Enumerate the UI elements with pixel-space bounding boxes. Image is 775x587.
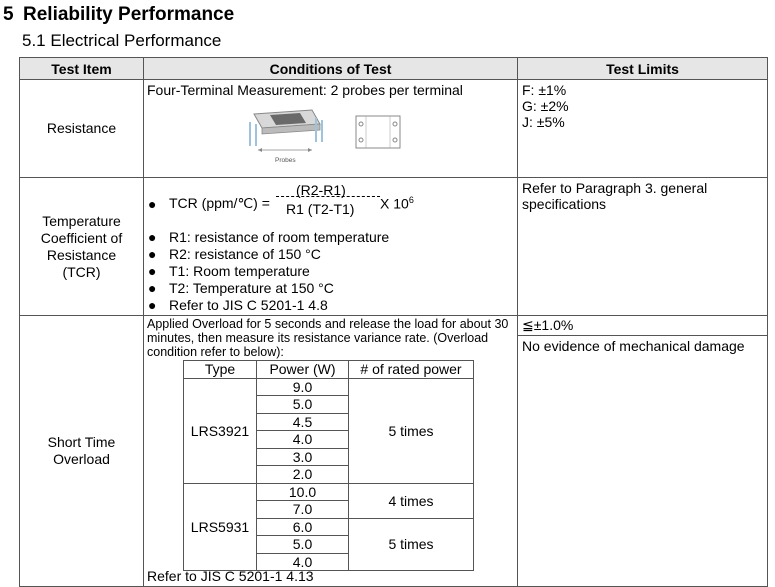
- formula-prefix: TCR (ppm/℃) =: [169, 195, 270, 211]
- overload-header-rated: # of rated power: [349, 361, 474, 379]
- rated-lrs5931-b: 5 times: [349, 518, 474, 571]
- probe-diagram: [240, 102, 420, 168]
- section-number: 5: [3, 4, 14, 25]
- tcr-row: [20, 178, 768, 316]
- tcr-bullet: ● T1: Room temperature: [148, 263, 310, 279]
- sto-reference: Refer to JIS C 5201-1 4.13: [147, 568, 314, 584]
- tcr-bullet: ● R1: resistance of room temperature: [148, 229, 390, 245]
- limit-g: G: ±2%: [522, 98, 569, 114]
- tcr-formula: ● TCR (ppm/℃) = (R2-R1) R1 (T2-T1) X $10^6$: [148, 182, 414, 217]
- tcr-item-line: Coefficient of: [40, 229, 123, 246]
- sto-item: [20, 316, 144, 587]
- header-row: [20, 58, 768, 80]
- overload-header-row: [184, 361, 474, 379]
- tcr-bullet: ● R2: resistance of 150 °C: [148, 246, 321, 262]
- resistance-row: [20, 80, 768, 178]
- power-cell: 3.0: [257, 448, 349, 466]
- tcr-limits: Refer to Paragraph 3. general specifications: [518, 178, 768, 316]
- resistance-limits: [518, 80, 768, 178]
- limit-j: J: ±5%: [522, 114, 565, 130]
- overload-header-type: Type: [184, 361, 257, 379]
- power-cell: 2.0: [257, 466, 349, 484]
- header-test-item: Test Item: [20, 58, 144, 80]
- power-cell: 4.0: [257, 431, 349, 449]
- header-test-limits: Test Limits: [518, 58, 768, 80]
- probes-label: Probes: [275, 157, 296, 164]
- resistor-top-view: [356, 116, 400, 148]
- section-title: Reliability Performance: [23, 4, 235, 25]
- reliability-table: [19, 57, 768, 587]
- sto-condition-cell: [144, 316, 518, 587]
- type-lrs3921: LRS3921: [184, 378, 257, 483]
- header-conditions: Conditions of Test: [144, 58, 518, 80]
- power-cell: 5.0: [257, 536, 349, 554]
- tcr-item-line: (TCR): [62, 263, 101, 280]
- power-cell: 4.5: [257, 413, 349, 431]
- limit-f: F: ±1%: [522, 82, 567, 98]
- sto-paragraph: Applied Overload for 5 seconds and release the load for about 30 minutes, then measure its resistance variance rate. (Overload condition refer to below):: [147, 317, 509, 359]
- resistor-3d-figure: [250, 110, 322, 152]
- sto-limit-2: No evidence of mechanical damage: [522, 338, 745, 354]
- tcr-item-line: Temperature: [42, 212, 121, 229]
- overload-header-power: Power (W): [257, 361, 349, 379]
- subsection-heading: 5.1 Electrical Performance: [22, 31, 222, 50]
- type-lrs5931: LRS5931: [184, 483, 257, 571]
- limit-divider: [518, 335, 767, 336]
- sto-limits-cell: [518, 316, 768, 587]
- tcr-condition-cell: [144, 178, 518, 316]
- power-cell: 10.0: [257, 483, 349, 501]
- rated-lrs3921: 5 times: [349, 378, 474, 483]
- tcr-bullet: ● Refer to JIS C 5201-1 4.8: [148, 297, 328, 313]
- formula-exponent: 6: [408, 195, 414, 205]
- sto-row: [20, 316, 768, 587]
- overload-table: [183, 360, 474, 571]
- table-row: [184, 483, 474, 501]
- tcr-bullet: ● T2: Temperature at 150 °C: [148, 280, 334, 296]
- power-cell: 9.0: [257, 378, 349, 396]
- power-cell: 7.0: [257, 501, 349, 519]
- power-cell: 6.0: [257, 518, 349, 536]
- rated-lrs5931-a: 4 times: [349, 483, 474, 518]
- formula-numerator: (R2-R1): [296, 182, 346, 198]
- formula-denominator: R1 (T2-T1): [286, 201, 355, 217]
- resistance-item: Resistance: [20, 80, 144, 178]
- sto-limit-1: ≦±1.0%: [522, 317, 574, 333]
- table-row: [184, 378, 474, 396]
- formula-fraction-bar: [276, 196, 380, 197]
- resistance-condition-text: Four-Terminal Measurement: 2 probes per terminal: [147, 82, 463, 98]
- power-cell: 5.0: [257, 396, 349, 414]
- section-heading: [3, 4, 234, 26]
- tcr-item-line: Resistance: [46, 246, 117, 263]
- formula-suffix: X $10^6$: [380, 195, 414, 212]
- resistance-condition-cell: [144, 80, 518, 178]
- sto-item-line: Short Time: [47, 434, 116, 450]
- power-cell: 4.0: [257, 553, 349, 571]
- tcr-item: [20, 178, 144, 316]
- sto-item-line: Overload: [53, 451, 110, 467]
